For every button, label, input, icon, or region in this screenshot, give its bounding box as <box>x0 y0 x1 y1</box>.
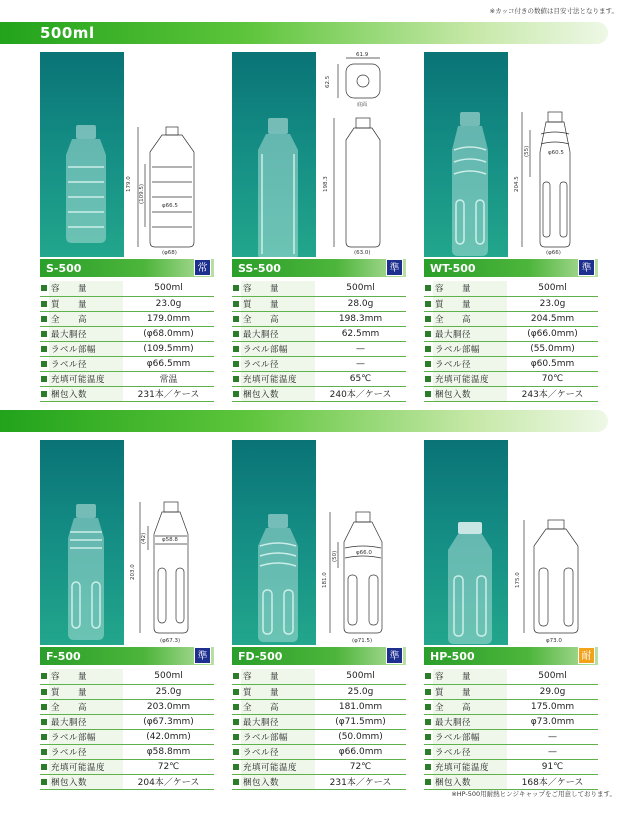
product-photo <box>40 440 214 645</box>
spec-label: 質 量 <box>49 296 123 311</box>
spec-value: 70℃ <box>507 371 598 386</box>
height-dim-label: 203.0 <box>130 564 136 580</box>
spec-label: ラベル径 <box>241 744 315 759</box>
spec-row <box>424 684 598 699</box>
model-name: WT-500 <box>430 262 476 275</box>
label-dia-dim-label: φ66.5 <box>162 203 178 209</box>
spec-row <box>424 744 598 759</box>
spec-value: φ66.0mm <box>315 744 406 759</box>
spec-row <box>424 386 598 401</box>
bottle-photo-icon <box>58 502 114 642</box>
spec-row <box>40 356 214 371</box>
spec-row <box>40 774 214 789</box>
spec-row <box>232 386 406 401</box>
body-dia-dim-label: (φ67.3) <box>160 638 181 644</box>
spec-label: 充填可能温度 <box>49 759 123 774</box>
spec-row <box>232 311 406 326</box>
spec-row <box>232 281 406 296</box>
spec-row <box>40 371 214 386</box>
body-dia-dim-label: (φ71.5) <box>352 638 373 644</box>
spec-table <box>232 281 406 402</box>
spec-value: 500ml <box>123 669 214 684</box>
height-dim-label: 179.0 <box>126 176 132 192</box>
spec-row <box>424 296 598 311</box>
spec-row <box>424 669 598 684</box>
spec-label: 最大胴径 <box>433 326 507 341</box>
spec-label: ラベル径 <box>433 744 507 759</box>
spec-label: ラベル部幅 <box>49 341 123 356</box>
spec-value: — <box>507 729 598 744</box>
spec-row <box>232 684 406 699</box>
spec-value: 500ml <box>507 281 598 296</box>
spec-label: 質 量 <box>433 684 507 699</box>
spec-label: 全 高 <box>49 311 123 326</box>
spec-value: (φ71.5mm) <box>315 714 406 729</box>
category-badge: 準 <box>386 259 403 276</box>
spec-value: (φ67.3mm) <box>123 714 214 729</box>
dimension-diagram <box>124 440 214 645</box>
spec-label: ラベル部幅 <box>433 729 507 744</box>
category-badge: 準 <box>578 259 595 276</box>
spec-label: ラベル部幅 <box>241 729 315 744</box>
spec-row <box>424 311 598 326</box>
spec-value: — <box>507 744 598 759</box>
spec-value: φ58.8mm <box>123 744 214 759</box>
body-dia-dim-label: φ73.0 <box>546 638 562 644</box>
spec-label: 質 量 <box>49 684 123 699</box>
product-card-ss-500 <box>232 52 406 402</box>
bottle-photo-icon <box>250 114 306 264</box>
spec-value: 181.0mm <box>315 699 406 714</box>
spec-row <box>232 371 406 386</box>
spec-row <box>424 326 598 341</box>
spec-value: 198.3mm <box>315 311 406 326</box>
spec-label: ラベル径 <box>241 356 315 371</box>
spec-row <box>40 386 214 401</box>
spec-table <box>424 669 598 790</box>
product-photo <box>424 440 598 645</box>
spec-label: 容 量 <box>49 281 123 296</box>
product-card-wt-500 <box>424 52 598 402</box>
spec-row <box>232 714 406 729</box>
product-card-fd-500 <box>232 440 406 790</box>
spec-row <box>40 699 214 714</box>
top-width-dim-label: 61.9 <box>356 52 369 58</box>
spec-value: φ73.0mm <box>507 714 598 729</box>
spec-value: (50.0mm) <box>315 729 406 744</box>
spec-row <box>40 729 214 744</box>
label-dia-dim-label: φ58.8 <box>162 537 178 543</box>
spec-value: 240本／ケース <box>315 386 406 401</box>
spec-row <box>232 669 406 684</box>
spec-row <box>232 774 406 789</box>
spec-row <box>40 714 214 729</box>
spec-label: 充填可能温度 <box>241 759 315 774</box>
spec-label: 全 高 <box>433 699 507 714</box>
model-name: F-500 <box>46 650 81 663</box>
spec-value: 91℃ <box>507 759 598 774</box>
spec-row <box>424 729 598 744</box>
spec-row <box>40 341 214 356</box>
dimension-diagram <box>508 52 598 257</box>
spec-value: 常温 <box>123 371 214 386</box>
spec-row <box>424 699 598 714</box>
bottle-photo-icon <box>442 520 498 650</box>
bottle-photo-icon <box>250 512 306 652</box>
spec-label: 梱包入数 <box>241 386 315 401</box>
spec-value: 204.5mm <box>507 311 598 326</box>
spec-label: 質 量 <box>241 684 315 699</box>
spec-row <box>40 669 214 684</box>
spec-label: 全 高 <box>241 311 315 326</box>
model-name: S-500 <box>46 262 82 275</box>
spec-label: ラベル部幅 <box>433 341 507 356</box>
model-name: SS-500 <box>238 262 281 275</box>
hinge-cap-note: ※HP-500用耐熱ヒンジキャップをご用意しております。 <box>451 790 616 798</box>
category-badge: 常 <box>194 259 211 276</box>
spec-row <box>424 281 598 296</box>
spec-value: 500ml <box>507 669 598 684</box>
spec-value: (φ66.0mm) <box>507 326 598 341</box>
spec-value: — <box>315 356 406 371</box>
spec-value: 65℃ <box>315 371 406 386</box>
model-bar <box>40 645 214 665</box>
spec-value: 168本／ケース <box>507 774 598 789</box>
spec-label: 質 量 <box>433 296 507 311</box>
spec-row <box>424 774 598 789</box>
spec-value: φ66.5mm <box>123 356 214 371</box>
spec-label: 容 量 <box>49 669 123 684</box>
spec-value: (55.0mm) <box>507 341 598 356</box>
model-bar <box>232 257 406 277</box>
spec-value: 28.0g <box>315 296 406 311</box>
product-photo <box>232 440 406 645</box>
spec-row <box>232 356 406 371</box>
top-height-dim-label: 62.5 <box>325 75 331 88</box>
spec-label: 梱包入数 <box>49 774 123 789</box>
spec-row <box>232 341 406 356</box>
body-dia-dim-label: (φ66) <box>546 250 561 256</box>
dimension-diagram <box>124 52 214 257</box>
height-dim-label: 181.0 <box>322 572 328 588</box>
spec-table <box>424 281 598 402</box>
section-header <box>0 22 608 44</box>
spec-row <box>424 341 598 356</box>
spec-value: — <box>315 341 406 356</box>
spec-row <box>232 326 406 341</box>
spec-label: ラベル部幅 <box>49 729 123 744</box>
spec-label: 全 高 <box>49 699 123 714</box>
spec-value: 23.0g <box>507 296 598 311</box>
model-name: FD-500 <box>238 650 283 663</box>
dimension-diagram <box>316 52 406 257</box>
section-title: 500ml <box>40 24 95 42</box>
spec-row <box>40 326 214 341</box>
spec-label: 最大胴径 <box>241 714 315 729</box>
model-bar <box>40 257 214 277</box>
product-photo <box>232 52 406 257</box>
spec-row <box>424 759 598 774</box>
spec-label: 容 量 <box>433 669 507 684</box>
spec-value: 25.0g <box>123 684 214 699</box>
spec-label: 梱包入数 <box>433 774 507 789</box>
spec-label: ラベル部幅 <box>241 341 315 356</box>
spec-value: 500ml <box>123 281 214 296</box>
spec-value: 500ml <box>315 281 406 296</box>
product-card-s-500 <box>40 52 214 402</box>
model-bar <box>232 645 406 665</box>
spec-value: 72℃ <box>123 759 214 774</box>
spec-row <box>232 744 406 759</box>
label-width-dim-label: (50) <box>332 550 338 562</box>
spec-value: (109.5mm) <box>123 341 214 356</box>
product-photo <box>424 52 598 257</box>
body-dia-dim-label: (63.0) <box>354 250 371 256</box>
spec-label: 最大胴径 <box>241 326 315 341</box>
dimension-diagram <box>316 440 406 645</box>
spec-value: 25.0g <box>315 684 406 699</box>
spec-label: 最大胴径 <box>49 326 123 341</box>
spec-label: 充填可能温度 <box>49 371 123 386</box>
spec-value: (42.0mm) <box>123 729 214 744</box>
spec-value: 62.5mm <box>315 326 406 341</box>
spec-row <box>232 296 406 311</box>
spec-label: 容 量 <box>433 281 507 296</box>
spec-label: 全 高 <box>433 311 507 326</box>
category-badge: 準 <box>194 647 211 664</box>
spec-value: 204本／ケース <box>123 774 214 789</box>
spec-label: 最大胴径 <box>49 714 123 729</box>
spec-row <box>232 729 406 744</box>
spec-row <box>232 699 406 714</box>
bottle-photo-icon <box>58 107 114 247</box>
spec-label: ラベル径 <box>433 356 507 371</box>
height-dim-label: 175.0 <box>515 572 521 588</box>
model-name: HP-500 <box>430 650 475 663</box>
category-badge: 準 <box>386 647 403 664</box>
spec-label: 梱包入数 <box>433 386 507 401</box>
spec-label: 梱包入数 <box>241 774 315 789</box>
model-bar <box>424 257 598 277</box>
dimension-diagram <box>508 440 598 645</box>
spec-label: ラベル径 <box>49 356 123 371</box>
model-bar <box>424 645 598 665</box>
product-card-f-500 <box>40 440 214 790</box>
label-width-dim-label: (42) <box>141 532 147 544</box>
height-dim-label: 198.3 <box>323 176 329 192</box>
spec-table <box>40 281 214 402</box>
label-width-dim-label: (109.5) <box>139 183 145 204</box>
spec-value: φ60.5mm <box>507 356 598 371</box>
spec-value: 175.0mm <box>507 699 598 714</box>
spec-row <box>40 281 214 296</box>
spec-value: 72℃ <box>315 759 406 774</box>
label-dia-dim-label: φ66.0 <box>356 550 372 556</box>
spec-table <box>40 669 214 790</box>
bottle-photo-icon <box>442 110 498 260</box>
product-photo <box>40 52 214 257</box>
spec-table <box>232 669 406 790</box>
spec-label: 最大胴径 <box>433 714 507 729</box>
label-dia-dim-label: φ60.5 <box>548 150 564 156</box>
spec-row <box>40 296 214 311</box>
spec-label: 全 高 <box>241 699 315 714</box>
height-dim-label: 204.5 <box>514 176 520 192</box>
spec-row <box>424 714 598 729</box>
label-width-dim-label: (55) <box>524 145 530 157</box>
spec-value: 500ml <box>315 669 406 684</box>
spec-label: 質 量 <box>241 296 315 311</box>
spec-value: (φ68.0mm) <box>123 326 214 341</box>
spec-row <box>40 744 214 759</box>
product-card-hp-500 <box>424 440 598 790</box>
spec-value: 179.0mm <box>123 311 214 326</box>
spec-label: 容 量 <box>241 281 315 296</box>
spec-value: 203.0mm <box>123 699 214 714</box>
section-header-2 <box>0 410 608 432</box>
spec-row <box>40 684 214 699</box>
spec-label: 充填可能温度 <box>433 759 507 774</box>
spec-value: 29.0g <box>507 684 598 699</box>
spec-label: ラベル径 <box>49 744 123 759</box>
spec-value: 243本／ケース <box>507 386 598 401</box>
dimension-note: ※カッコ付きの数値は目安寸法となります。 <box>489 7 618 15</box>
body-dia-dim-label: (φ68) <box>162 250 177 256</box>
bottom-view-label: 底面 <box>357 102 368 108</box>
spec-row <box>40 759 214 774</box>
spec-row <box>232 759 406 774</box>
spec-row <box>424 371 598 386</box>
spec-value: 23.0g <box>123 296 214 311</box>
spec-row <box>424 356 598 371</box>
spec-label: 容 量 <box>241 669 315 684</box>
spec-label: 充填可能温度 <box>241 371 315 386</box>
spec-label: 梱包入数 <box>49 386 123 401</box>
spec-label: 充填可能温度 <box>433 371 507 386</box>
spec-value: 231本／ケース <box>123 386 214 401</box>
spec-row <box>40 311 214 326</box>
spec-value: 231本／ケース <box>315 774 406 789</box>
category-badge: 耐 <box>578 647 595 664</box>
